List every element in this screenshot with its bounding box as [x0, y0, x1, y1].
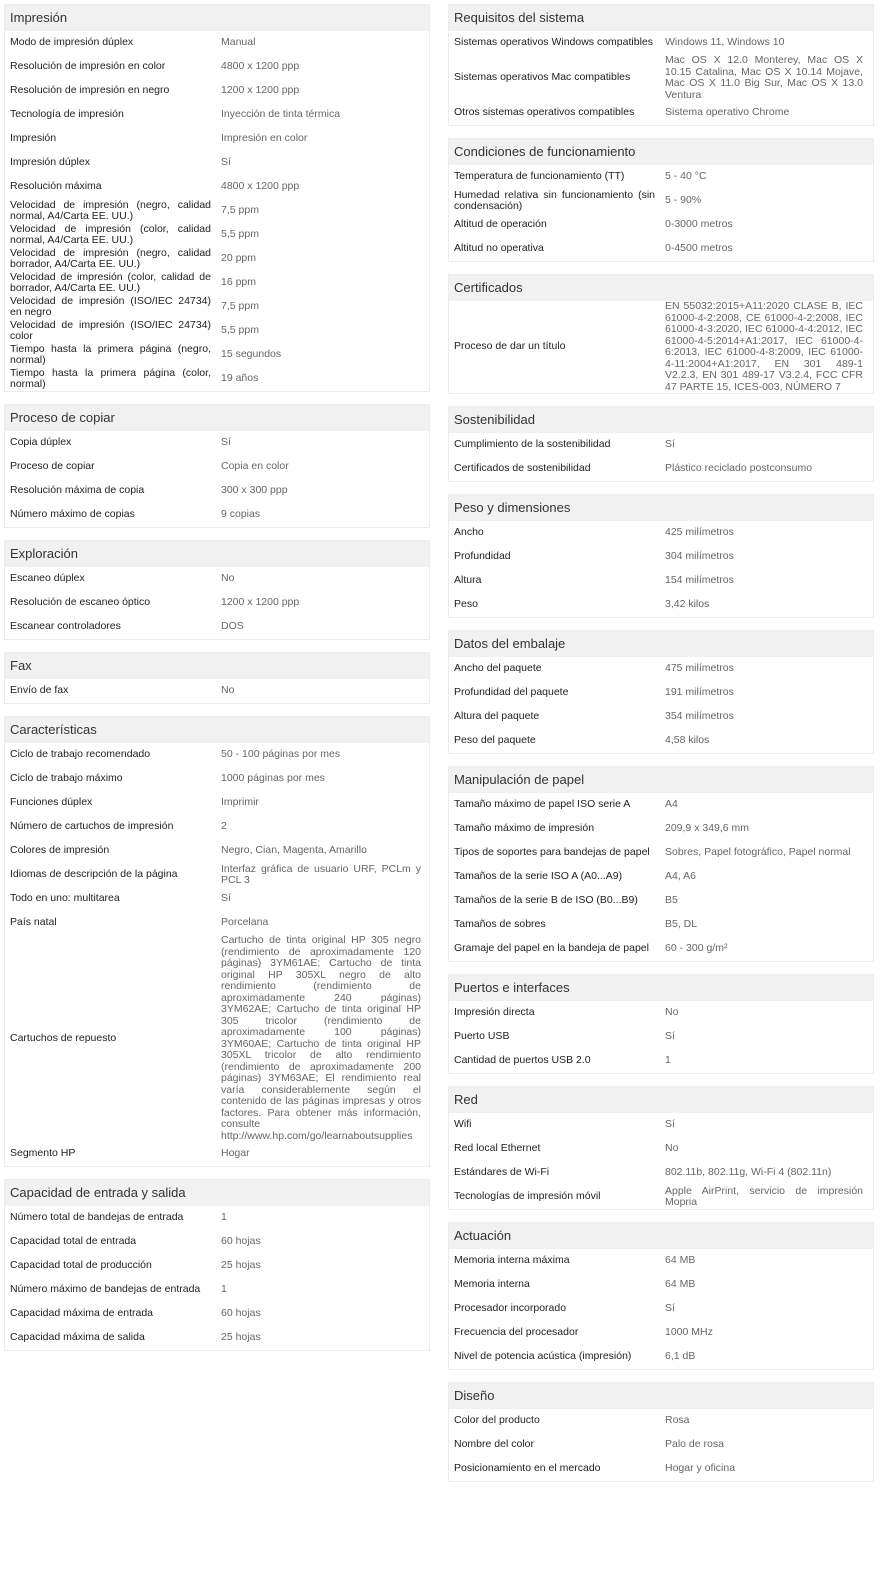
spec-row [449, 189, 873, 213]
spec-value: No [221, 572, 235, 585]
spec-value: 3,42 kilos [665, 598, 710, 611]
spec-label: Ancho [454, 526, 484, 539]
spec-label: Peso del paquete [454, 734, 536, 747]
spec-value: DOS [221, 620, 244, 633]
spec-value: Sí [665, 1030, 675, 1043]
spec-label: Escanear controladores [10, 620, 121, 633]
spec-value: B5 [665, 894, 678, 907]
spec-label: Tamaños de la serie ISO A (A0...A9) [454, 870, 623, 883]
spec-label: Segmento HP [10, 1147, 76, 1160]
spec-row [5, 1142, 429, 1166]
spec-section-actuacion [448, 1222, 874, 1370]
spec-value: Inyección de tinta térmica [221, 108, 341, 121]
spec-value: 60 - 300 g/m² [665, 942, 728, 955]
spec-row [5, 247, 429, 271]
spec-label: Peso [454, 598, 478, 611]
spec-label: Cartuchos de repuesto [10, 1031, 117, 1044]
spec-value: 1 [665, 1054, 671, 1067]
spec-row [5, 319, 429, 343]
spec-row [5, 839, 429, 863]
spec-row [449, 1113, 873, 1137]
spec-value: 50 - 100 páginas por mes [221, 748, 341, 761]
spec-row [5, 1278, 429, 1302]
spec-label: Capacidad máxima de salida [10, 1331, 145, 1344]
spec-row [5, 591, 429, 615]
spec-row [449, 817, 873, 841]
spec-row [5, 479, 429, 503]
spec-row [5, 503, 429, 527]
spec-value: B5, DL [665, 918, 698, 931]
section-title: Puertos e interfaces [449, 975, 873, 1001]
spec-label: Red local Ethernet [454, 1142, 541, 1155]
spec-value: 7,5 ppm [221, 204, 259, 217]
spec-value: No [665, 1142, 679, 1155]
spec-label: Ancho del paquete [454, 662, 542, 675]
spec-value: 354 milímetros [665, 710, 734, 723]
spec-label: Número máximo de bandejas de entrada [10, 1283, 201, 1296]
spec-label: Número máximo de copias [10, 508, 135, 521]
spec-value: Sí [665, 1118, 675, 1131]
spec-row [5, 567, 429, 591]
section-title: Capacidad de entrada y salida [5, 1180, 429, 1206]
spec-row [5, 343, 429, 367]
spec-section-proceso-de-copiar [4, 404, 430, 528]
spec-label: Altitud no operativa [454, 242, 544, 255]
spec-value: 1 [221, 1283, 227, 1296]
spec-label: Resolución máxima [10, 180, 102, 193]
spec-value: Sobres, Papel fotográfico, Papel normal [665, 846, 851, 859]
spec-row [5, 863, 429, 887]
spec-label: Altura [454, 574, 482, 587]
spec-value: Sí [221, 436, 231, 449]
spec-value: Interfaz gráfica de usuario URF, PCLm y PCL 3 [221, 862, 421, 886]
section-title: Datos del embalaje [449, 631, 873, 657]
spec-value: 25 hojas [221, 1331, 261, 1344]
section-title: Certificados [449, 275, 873, 301]
spec-label: Velocidad de impresión (negro, calidad normal, A4/Carta EE. UU.) [10, 198, 211, 222]
spec-value: 7,5 ppm [221, 300, 259, 313]
spec-label: Escaneo dúplex [10, 572, 85, 585]
spec-value: 60 hojas [221, 1235, 261, 1248]
spec-value: 4800 x 1200 ppp [221, 180, 300, 193]
spec-label: Resolución de escaneo óptico [10, 596, 151, 609]
spec-label: Modo de impresión dúplex [10, 36, 134, 49]
spec-row [449, 1249, 873, 1273]
spec-row [449, 793, 873, 817]
spec-value: Sí [221, 156, 231, 169]
spec-row [449, 1409, 873, 1433]
spec-label: Tecnologías de impresión móvil [454, 1190, 601, 1203]
spec-row [449, 657, 873, 681]
spec-label: Resolución máxima de copia [10, 484, 145, 497]
spec-label: Profundidad del paquete [454, 686, 569, 699]
left-column [4, 4, 430, 1363]
spec-section-certificados [448, 274, 874, 394]
spec-section-caracteristicas [4, 716, 430, 1167]
spec-value: A4, A6 [665, 870, 696, 883]
spec-row [449, 593, 873, 617]
spec-label: Resolución de impresión en color [10, 60, 166, 73]
spec-label: Profundidad [454, 550, 511, 563]
spec-row [449, 213, 873, 237]
spec-value: 5 - 40 °C [665, 170, 707, 183]
spec-label: Idiomas de descripción de la página [10, 868, 178, 881]
spec-value: 300 x 300 ppp [221, 484, 288, 497]
spec-label: Tamaños de la serie B de ISO (B0...B9) [454, 894, 638, 907]
spec-value: 475 milímetros [665, 662, 734, 675]
spec-label: Sistemas operativos Windows compatibles [454, 36, 653, 49]
spec-section-red [448, 1086, 874, 1210]
spec-row [449, 545, 873, 569]
spec-value: 5,5 ppm [221, 324, 259, 337]
spec-row [5, 743, 429, 767]
spec-section-manipulacion-de-papel [448, 766, 874, 962]
spec-value: 1000 páginas por mes [221, 772, 325, 785]
spec-value: 209,9 x 349,6 mm [665, 822, 750, 835]
spec-label: Cantidad de puertos USB 2.0 [454, 1054, 591, 1067]
section-title: Requisitos del sistema [449, 5, 873, 31]
spec-value: 0-3000 metros [665, 218, 733, 231]
spec-value: 16 ppm [221, 276, 257, 289]
spec-label: Tipos de soportes para bandejas de papel [454, 846, 650, 859]
spec-section-peso-y-dimensiones [448, 494, 874, 618]
spec-row [449, 101, 873, 125]
spec-row [5, 1326, 429, 1350]
spec-value: 6,1 dB [665, 1350, 696, 1363]
spec-row [5, 1302, 429, 1326]
spec-row [5, 127, 429, 151]
spec-row [5, 1230, 429, 1254]
spec-row [5, 79, 429, 103]
spec-label: Frecuencia del procesador [454, 1326, 579, 1339]
spec-row [449, 681, 873, 705]
spec-value: Apple AirPrint, servicio de impresión Mopria [665, 1184, 863, 1208]
spec-row [5, 679, 429, 703]
spec-row [5, 103, 429, 127]
spec-label: Nivel de potencia acústica (impresión) [454, 1350, 632, 1363]
spec-row [449, 433, 873, 457]
spec-value: Hogar [221, 1147, 250, 1160]
spec-value: 425 milímetros [665, 526, 734, 539]
spec-row [449, 889, 873, 913]
spec-label: Otros sistemas operativos compatibles [454, 106, 635, 119]
spec-row [449, 165, 873, 189]
spec-label: Colores de impresión [10, 844, 110, 857]
spec-label: Tamaños de sobres [454, 918, 546, 931]
spec-label: Ciclo de trabajo máximo [10, 772, 123, 785]
spec-value: 25 hojas [221, 1259, 261, 1272]
spec-label: Número de cartuchos de impresión [10, 820, 174, 833]
spec-section-capacidad-de-entrada-y-salida [4, 1179, 430, 1351]
spec-row [449, 1049, 873, 1073]
spec-label: Memoria interna máxima [454, 1254, 570, 1267]
spec-label: Velocidad de impresión (ISO/IEC 24734) color [10, 318, 211, 342]
spec-value: Porcelana [221, 916, 269, 929]
spec-value: Cartucho de tinta original HP 305 negro (rendimiento de aproximadamente 120 páginas) 3YM61AE; Cartucho de tinta original HP 305XL negro de alto rendimiento (rendimiento de aproximadamente 240 páginas) 3YM62AE; Cartucho de tinta original HP 305 tricolor (rendimiento de aproximadamente 100 páginas) 3YM60AE; Cartucho de tinta original HP 305XL tricolor de alto rendimiento (rendimiento de aproximadamente 200 páginas) 3YM63AE; El rendimiento real varía considerablemente según el contenido de las páginas impresas y otros factores. Para obtener más información, consulte http://www.hp.com/go/learnaboutsupplies [221, 934, 421, 1142]
spec-row [5, 935, 429, 1142]
spec-value: 1000 MHz [665, 1326, 713, 1339]
spec-label: Impresión directa [454, 1006, 535, 1019]
spec-row [449, 457, 873, 481]
spec-row [5, 887, 429, 911]
spec-row [449, 1137, 873, 1161]
spec-value: A4 [665, 798, 678, 811]
spec-row [5, 175, 429, 199]
spec-value: Impresión en color [221, 132, 308, 145]
spec-row [449, 1321, 873, 1345]
spec-row [449, 913, 873, 937]
spec-row [449, 937, 873, 961]
spec-label: Impresión [10, 132, 57, 145]
spec-label: Impresión dúplex [10, 156, 90, 169]
spec-label: Altitud de operación [454, 218, 547, 231]
spec-label: Posicionamiento en el mercado [454, 1462, 601, 1475]
spec-label: Puerto USB [454, 1030, 510, 1043]
spec-value: Negro, Cian, Magenta, Amarillo [221, 844, 367, 857]
spec-row [5, 791, 429, 815]
spec-section-requisitos-del-sistema [448, 4, 874, 126]
spec-row [449, 729, 873, 753]
section-title: Red [449, 1087, 873, 1113]
spec-label: Tiempo hasta la primera página (color, normal) [10, 366, 211, 390]
spec-value: Sí [665, 1302, 675, 1315]
spec-label: Tamaño máximo de impresión [454, 822, 595, 835]
spec-label: Temperatura de funcionamiento (TT) [454, 170, 625, 183]
spec-value: Mac OS X 12.0 Monterey, Mac OS X 10.15 Catalina, Mac OS X 10.14 Mojave, Mac OS X 11.0 Big Sur, Mac OS X 13.0 Ventura [665, 54, 863, 101]
spec-label: Tamaño máximo de papel ISO serie A [454, 798, 631, 811]
spec-value: Rosa [665, 1414, 690, 1427]
spec-value: 64 MB [665, 1278, 696, 1291]
spec-value: 191 milímetros [665, 686, 734, 699]
spec-label: Número total de bandejas de entrada [10, 1211, 184, 1224]
spec-row [449, 1001, 873, 1025]
spec-section-fax [4, 652, 430, 704]
spec-section-datos-del-embalaje [448, 630, 874, 754]
spec-row [449, 1433, 873, 1457]
spec-row [449, 1457, 873, 1481]
spec-section-sostenibilidad [448, 406, 874, 482]
spec-label: Capacidad total de producción [10, 1259, 152, 1272]
spec-row [5, 55, 429, 79]
spec-label: Humedad relativa sin funcionamiento (sin condensación) [454, 188, 655, 212]
spec-row [449, 1273, 873, 1297]
spec-row [5, 1206, 429, 1230]
spec-value: Sí [665, 438, 675, 451]
spec-label: Memoria interna [454, 1278, 530, 1291]
spec-label: Copia dúplex [10, 436, 72, 449]
spec-row [449, 55, 873, 101]
spec-row [5, 767, 429, 791]
spec-label: País natal [10, 916, 57, 929]
spec-row [5, 815, 429, 839]
section-title: Características [5, 717, 429, 743]
spec-value: 5,5 ppm [221, 228, 259, 241]
spec-value: 1 [221, 1211, 227, 1224]
spec-value: Hogar y oficina [665, 1462, 736, 1475]
section-title: Exploración [5, 541, 429, 567]
spec-label: Wifi [454, 1118, 472, 1131]
spec-label: Ciclo de trabajo recomendado [10, 748, 151, 761]
spec-label: Estándares de Wi-Fi [454, 1166, 550, 1179]
spec-section-puertos-e-interfaces [448, 974, 874, 1074]
spec-row [5, 615, 429, 639]
spec-row [5, 223, 429, 247]
spec-row [449, 1025, 873, 1049]
spec-row [5, 1254, 429, 1278]
spec-row [449, 1185, 873, 1209]
spec-row [449, 521, 873, 545]
spec-label: Proceso de dar un título [454, 340, 566, 353]
spec-value: No [221, 684, 235, 697]
spec-value: 9 copias [221, 508, 261, 521]
spec-value: 20 ppm [221, 252, 257, 265]
spec-row [449, 1161, 873, 1185]
spec-row [449, 569, 873, 593]
spec-row [5, 455, 429, 479]
section-title: Manipulación de papel [449, 767, 873, 793]
spec-value: 5 - 90% [665, 194, 702, 207]
spec-value: 154 milímetros [665, 574, 734, 587]
spec-label: Velocidad de impresión (color, calidad normal, A4/Carta EE. UU.) [10, 222, 211, 246]
spec-label: Nombre del color [454, 1438, 534, 1451]
spec-value: Sistema operativo Chrome [665, 106, 790, 119]
spec-label: Velocidad de impresión (ISO/IEC 24734) en negro [10, 294, 211, 318]
spec-value: 1200 x 1200 ppp [221, 596, 300, 609]
spec-section-impresion [4, 4, 430, 392]
spec-value: 2 [221, 820, 227, 833]
spec-label: Resolución de impresión en negro [10, 84, 170, 97]
spec-label: Velocidad de impresión (color, calidad de borrador, A4/Carta EE. UU.) [10, 270, 211, 294]
spec-label: Proceso de copiar [10, 460, 95, 473]
spec-row [449, 301, 873, 393]
spec-value: 60 hojas [221, 1307, 261, 1320]
spec-value: Imprimir [221, 796, 259, 809]
spec-label: Tecnología de impresión [10, 108, 124, 121]
spec-label: Tiempo hasta la primera página (negro, normal) [10, 342, 211, 366]
spec-value: 4800 x 1200 ppp [221, 60, 300, 73]
spec-row [449, 31, 873, 55]
spec-value: 1200 x 1200 ppp [221, 84, 300, 97]
spec-value: No [665, 1006, 679, 1019]
spec-label: Todo en uno: multitarea [10, 892, 120, 905]
spec-value: Copia en color [221, 460, 289, 473]
spec-row [449, 865, 873, 889]
spec-row [5, 271, 429, 295]
spec-label: Color del producto [454, 1414, 540, 1427]
spec-label: Envío de fax [10, 684, 69, 697]
spec-label: Capacidad máxima de entrada [10, 1307, 154, 1320]
section-title: Peso y dimensiones [449, 495, 873, 521]
section-title: Proceso de copiar [5, 405, 429, 431]
spec-label: Certificados de sostenibilidad [454, 462, 591, 475]
spec-value: Windows 11, Windows 10 [665, 36, 785, 49]
spec-value: 4,58 kilos [665, 734, 710, 747]
section-title: Sostenibilidad [449, 407, 873, 433]
spec-row [449, 237, 873, 261]
spec-row [449, 1345, 873, 1369]
spec-label: Altura del paquete [454, 710, 540, 723]
spec-row [449, 705, 873, 729]
spec-row [5, 199, 429, 223]
spec-value: 15 segundos [221, 348, 282, 361]
spec-row [5, 31, 429, 55]
spec-label: Gramaje del papel en la bandeja de papel [454, 942, 649, 955]
spec-section-diseno [448, 1382, 874, 1482]
spec-label: Sistemas operativos Mac compatibles [454, 71, 631, 84]
section-title: Diseño [449, 1383, 873, 1409]
spec-row [449, 841, 873, 865]
spec-value: Sí [221, 892, 231, 905]
spec-row [5, 431, 429, 455]
section-title: Actuación [449, 1223, 873, 1249]
spec-row [449, 1297, 873, 1321]
spec-value: 64 MB [665, 1254, 696, 1267]
spec-label: Cumplimiento de la sostenibilidad [454, 438, 611, 451]
spec-value: 0-4500 metros [665, 242, 733, 255]
spec-row [5, 151, 429, 175]
spec-value: 802.11b, 802.11g, Wi-Fi 4 (802.11n) [665, 1166, 832, 1179]
spec-value: 19 años [221, 372, 259, 385]
spec-row [5, 367, 429, 391]
section-title: Impresión [5, 5, 429, 31]
section-title: Condiciones de funcionamiento [449, 139, 873, 165]
right-column [448, 4, 874, 1494]
spec-section-condiciones-de-funcionamiento [448, 138, 874, 262]
section-title: Fax [5, 653, 429, 679]
spec-value: 304 milímetros [665, 550, 734, 563]
spec-label: Velocidad de impresión (negro, calidad borrador, A4/Carta EE. UU.) [10, 246, 211, 270]
spec-value: Palo de rosa [665, 1438, 724, 1451]
spec-section-exploracion [4, 540, 430, 640]
spec-label: Funciones dúplex [10, 796, 93, 809]
spec-value: EN 55032:2015+A11:2020 CLASE B, IEC 61000-4-2:2008, CE 61000-4-2:2008, IEC 61000-4-3:2020, IEC 61000-4-4:2012, IEC 61000-4-5:2014+A1:2017, IEC 61000-4-6:2013, IEC 61000-4-8:2009, IEC 61000-4-11:2004+A1:2017, EN 301 489-1 V2.2.3, EN 301 489-17 V3.2.4, FCC CFR 47 PARTE 15, ICES-003, NÚMERO 7 [665, 300, 863, 393]
spec-label: Capacidad total de entrada [10, 1235, 137, 1248]
spec-row [5, 911, 429, 935]
spec-value: Manual [221, 36, 256, 49]
spec-value: Plástico reciclado postconsumo [665, 462, 813, 475]
spec-label: Procesador incorporado [454, 1302, 567, 1315]
spec-row [5, 295, 429, 319]
